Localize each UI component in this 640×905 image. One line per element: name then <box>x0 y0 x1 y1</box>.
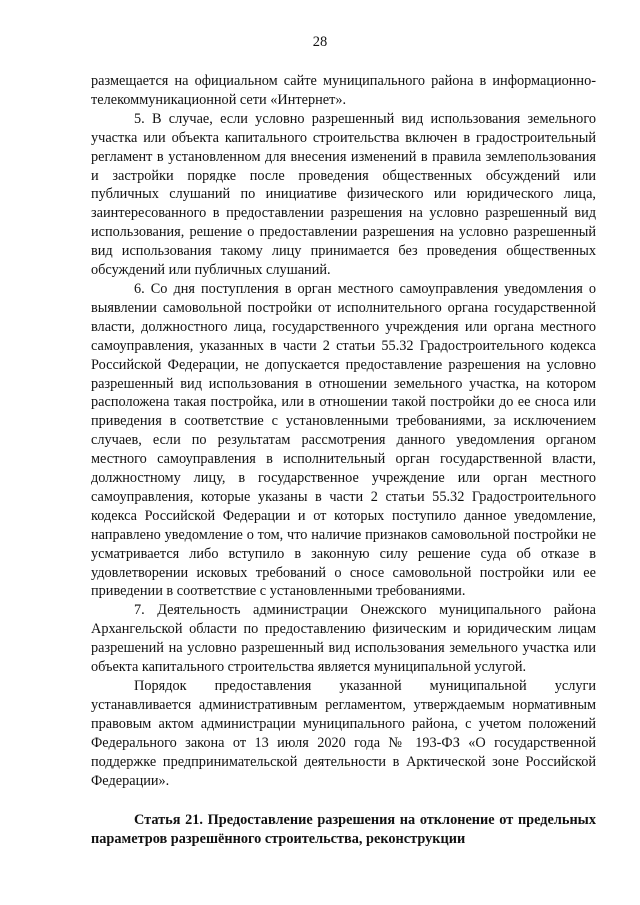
article-21-heading: Статья 21. Предоставление разрешения на отклонение от предельных параметров разрешённого строительства, реконструкции <box>91 812 596 848</box>
paragraph-procedure: Порядок предоставления указанной муниципальной услуги устанавливается административным регламентом, утверждаемым нормативным правовым актом администрации муниципального района, с учетом положений Федерального закона от 13 июля 2020 года № 193-ФЗ «О государственной поддержке предпринимательской деятельности в Арктической зоне Российской Федерации». <box>91 678 596 789</box>
paragraph-item-7: 7. Деятельность администрации Онежского муниципального района Архангельской области по предоставлению физическим и юридическим лицам разрешений на условно разрешенный вид использования земельного участка или объекта капитального строительства является муниципальной услугой. <box>91 602 596 676</box>
paragraph-continuation: размещается на официальном сайте муниципального района в информационно-телекоммуникационной сети «Интернет». <box>91 73 596 108</box>
page-number: 28 <box>312 34 328 50</box>
document-body <box>91 72 596 849</box>
paragraph-item-5: 5. В случае, если условно разрешенный вид использования земельного участка или объекта капитального строительства включен в градостроительный регламент в установленном для внесения изменений в правила землепользования и застройки порядке после проведения общественных обсуждений или публичных слушаний по инициативе физического или юридического лица, заинтересованного в предоставлении разрешения на условно разрешенный вид использования, решение о предоставлении разрешения на условно разрешенный вид использования такому лицу принимается без проведения общественных обсуждений или публичных слушаний. <box>91 110 596 279</box>
paragraph-item-6: 6. Со дня поступления в орган местного самоуправления уведомления о выявлении самовольной постройки от исполнительного органа государственной власти, должностного лица, государственного учреждения или органа местного самоуправления, указанных в части 2 статьи 55.32 Градостроительного кодекса Российской Федерации, не допускается предоставление разрешения на условно разрешенный вид использования в отношении земельного участка, на котором расположена такая постройка, или в отношении такой постройки до ее сноса или приведения в соответствие с установленными требованиями, за исключением случаев, если по результатам рассмотрения данного уведомления органом местного самоуправления в исполнительный орган государственной власти, должностному лицу, в государственное учреждение или орган местного самоуправления, которые указаны в части 2 статьи 55.32 Градостроительного кодекса Российской Федерации и от которых поступило данное уведомление, направлено уведомление о том, что наличие признаков самовольной постройки не усматривается либо вступило в законную силу решение суда об отказе в удовлетворении исковых требований о сносе самовольной постройки или ее приведении в соответствие с установленными требованиями. <box>91 280 596 600</box>
